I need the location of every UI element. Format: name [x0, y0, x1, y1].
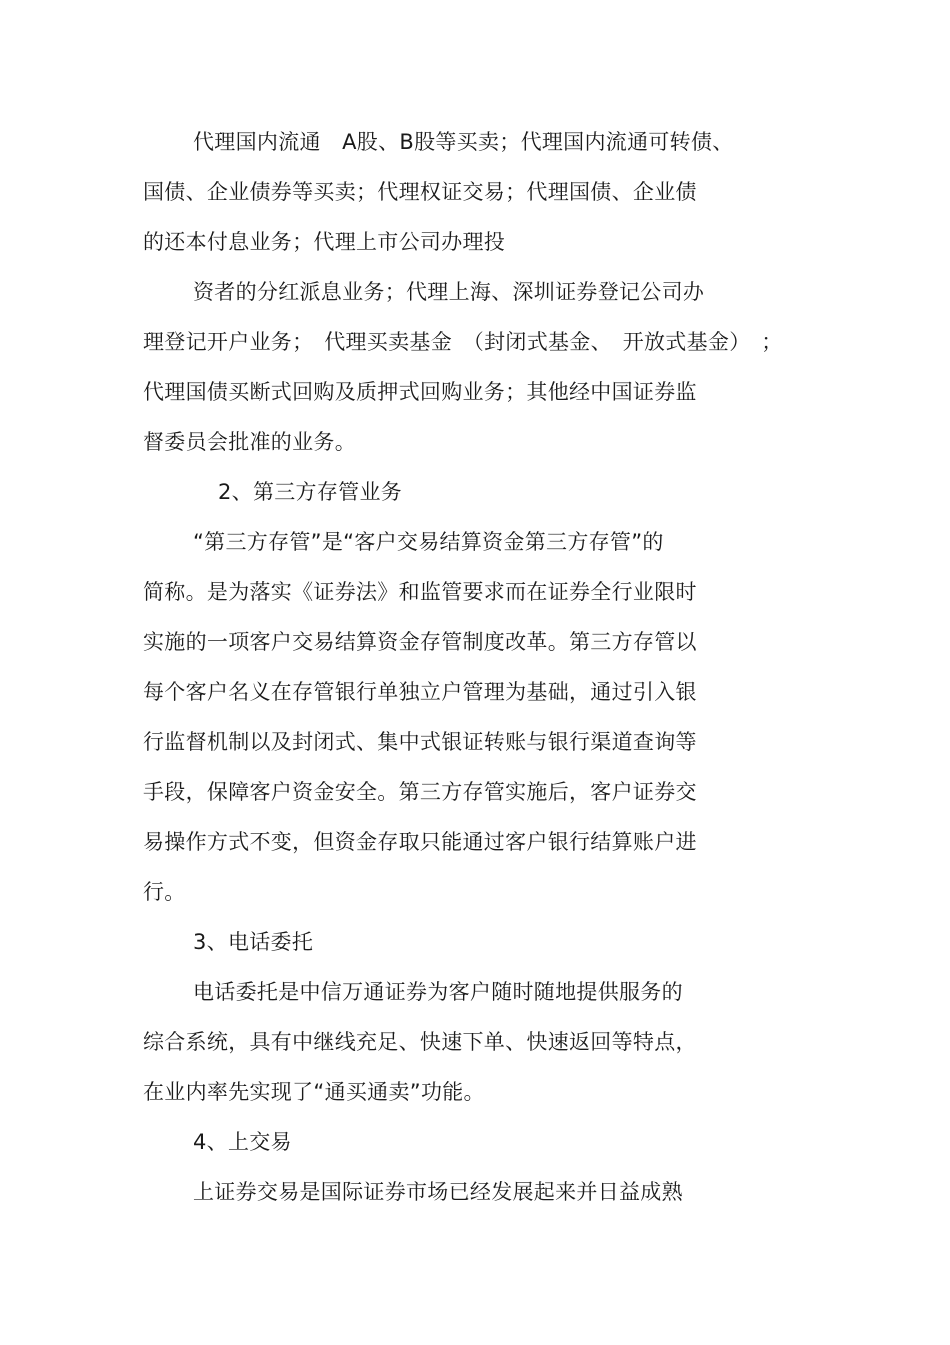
paragraph-line: 资者的分红派息业务；代理上海、深圳证券登记公司办 — [193, 280, 705, 304]
paragraph-line: 国债、企业债券等买卖；代理权证交易；代理国债、企业债 — [143, 180, 697, 204]
paragraph-line: 易操作方式不变，但资金存取只能通过客户银行结算账户进 — [143, 830, 697, 854]
paragraph-line: 的还本付息业务；代理上市公司办理投 — [143, 230, 506, 254]
paragraph-line: 综合系统，具有中继线充足、快速下单、快速返回等特点， — [143, 1030, 697, 1054]
paragraph-line: 督委员会批准的业务。 — [143, 430, 356, 454]
section-heading: 4、上交易 — [193, 1130, 292, 1154]
section-heading: 2、第三方存管业务 — [218, 480, 403, 504]
paragraph-line: 简称。是为落实《证券法》和监管要求而在证券全行业限时 — [143, 580, 697, 604]
paragraph-line: 代理国债买断式回购及质押式回购业务；其他经中国证券监 — [143, 380, 697, 404]
paragraph-line: 上证券交易是国际证券市场已经发展起来并日益成熟 — [193, 1180, 683, 1204]
paragraph-line: “第三方存管”是“客户交易结算资金第三方存管”的 — [193, 530, 664, 554]
paragraph-line: 行监督机制以及封闭式、集中式银证转账与银行渠道查询等 — [143, 730, 697, 754]
paragraph-line: 电话委托是中信万通证券为客户随时随地提供服务的 — [193, 980, 683, 1004]
paragraph-line: 行。 — [143, 880, 186, 904]
paragraph-line: 手段，保障客户资金安全。第三方存管实施后，客户证券交 — [143, 780, 697, 804]
paragraph-line: 在业内率先实现了“通买通卖”功能。 — [143, 1080, 485, 1104]
paragraph-line: 实施的一项客户交易结算资金存管制度改革。第三方存管以 — [143, 630, 697, 654]
paragraph-line: 每个客户名义在存管银行单独立户管理为基础，通过引入银 — [143, 680, 697, 704]
section-heading: 3、电话委托 — [193, 930, 314, 954]
paragraph-line: 代理国内流通 A股、B股等买卖；代理国内流通可转债、 — [193, 130, 734, 154]
paragraph-line: 理登记开户业务； 代理买卖基金 （封闭式基金、 开放式基金） ； — [143, 330, 783, 354]
